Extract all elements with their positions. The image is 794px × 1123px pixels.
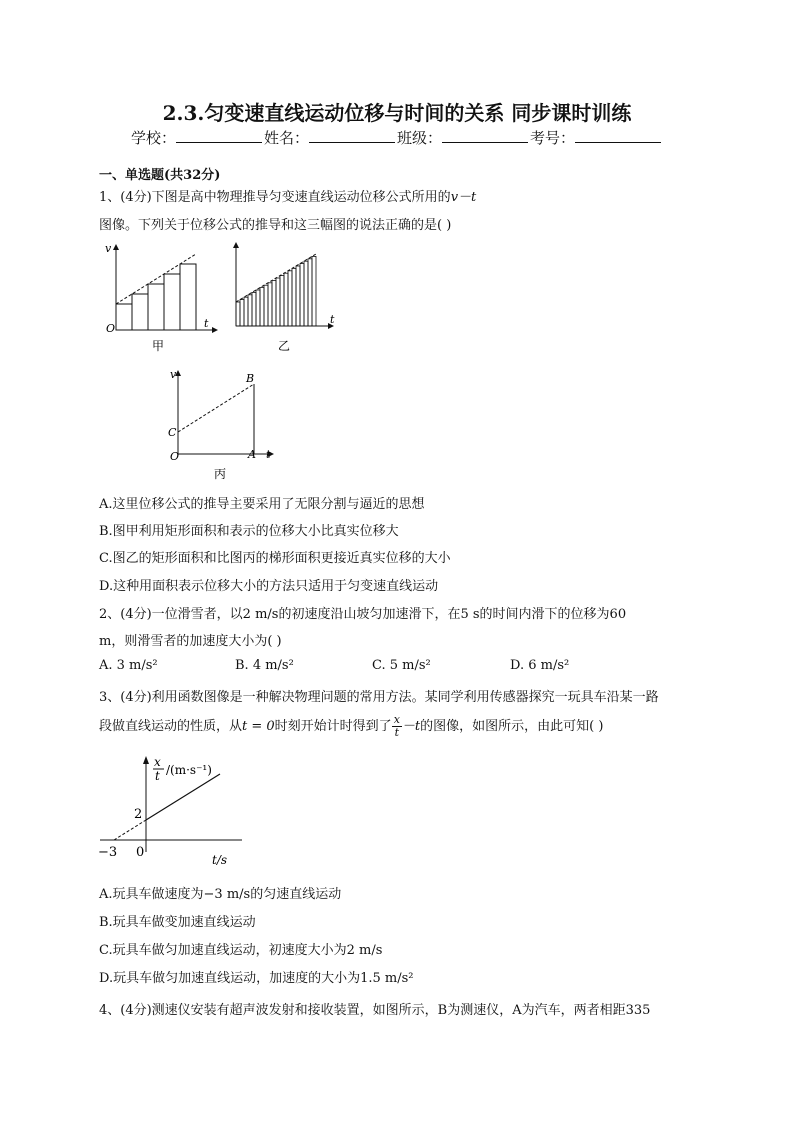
q3-ylabel-num: x <box>154 755 161 769</box>
yi-caption: 乙 <box>278 339 291 353</box>
yi-rectangle <box>240 300 244 326</box>
q1-option-b[interactable]: B.图甲利用矩形面积和表示的位移大小比真实位移大 <box>99 524 399 539</box>
q3-option-c[interactable]: C.玩具车做匀加速直线运动，初速度大小为2 m/s <box>99 943 383 958</box>
jia-v-label: v <box>105 242 112 255</box>
q3-option-b[interactable]: B.玩具车做变加速直线运动 <box>99 915 256 930</box>
q3-stem-line1: 3、(4分)利用函数图像是一种解决物理问题的常用方法。某同学利用传感器探究一玩具车沿某一路 <box>99 690 659 705</box>
bing-a-label: A <box>248 448 256 461</box>
school-blank[interactable] <box>176 128 262 143</box>
yi-rectangle <box>272 280 276 326</box>
q1-stem-line1: 1、(4分)下图是高中物理推导匀变速直线运动位移公式所用的v－t <box>99 190 477 205</box>
q1-stem-line2: 图像。下列关于位移公式的推导和这三幅图的说法正确的是( ) <box>99 218 452 233</box>
q3-y-tick-2: 2 <box>134 807 143 822</box>
yi-rectangle <box>292 268 296 326</box>
yi-rectangle <box>312 256 316 326</box>
q3-t0: t = 0 <box>242 719 275 734</box>
q3-ylabel-den: t <box>155 769 160 783</box>
yi-rectangle <box>264 285 268 326</box>
yi-rectangle <box>288 271 292 326</box>
jia-t-label: t <box>204 317 209 330</box>
q1-figure-jia <box>100 238 220 353</box>
school-label: 学校： <box>130 129 176 147</box>
q3-option-a[interactable]: A.玩具车做速度为−3 m/s的匀速直线运动 <box>99 887 342 902</box>
yi-rectangle <box>308 259 312 326</box>
q2-option-a[interactable]: A. 3 m/s² <box>99 658 158 673</box>
bing-t-label: t <box>266 448 271 461</box>
yi-rectangle <box>284 273 288 326</box>
bing-o-label: O <box>170 450 180 463</box>
yi-rectangle <box>260 288 264 326</box>
q2-stem-line2: m，则滑雪者的加速度大小为( ) <box>99 634 282 649</box>
exam-label: 考号： <box>530 129 576 147</box>
q3-stem-line2: 段做直线运动的性质，从t = 0时刻开始计时得到了 $\frac{x}{t}$ －t的图像，如图所示，由此可知( ) <box>99 713 604 739</box>
yi-rectangle <box>256 290 260 326</box>
q4-stem-line1: 4、(4分)测速仪安装有超声波发射和接收装置，如图所示，B为测速仪，A为汽车，两者相距335 <box>99 1003 651 1018</box>
bing-v-label: v <box>170 368 177 381</box>
yi-rectangle <box>296 266 300 326</box>
yi-rectangle <box>300 264 304 326</box>
page-title: 2.3.匀变速直线运动位移与时间的关系 同步课时训练 <box>162 101 632 125</box>
name-blank[interactable] <box>309 128 395 143</box>
q2-stem-line1: 2、(4分)一位滑雪者，以2 m/s的初速度沿山坡匀加速滑下，在5 s的时间内滑下的位移为60 <box>99 607 627 622</box>
class-blank[interactable] <box>442 128 528 143</box>
q1-figure-yi <box>222 238 342 353</box>
yi-rectangle <box>280 276 284 326</box>
yi-rectangle <box>276 278 280 326</box>
bing-caption: 丙 <box>214 467 227 481</box>
yi-rectangle <box>268 283 272 326</box>
class-label: 班级： <box>397 129 443 147</box>
q2-option-d[interactable]: D. 6 m/s² <box>510 658 570 673</box>
section-heading: 一、单选题(共32分) <box>99 168 221 183</box>
q1-figure-bing <box>162 366 282 484</box>
yi-rectangle <box>304 261 308 326</box>
jia-caption: 甲 <box>152 339 165 353</box>
yi-rectangles <box>236 256 316 326</box>
q3-fraction: $\frac{x}{t}$ <box>393 713 400 739</box>
student-info-line <box>0 127 794 148</box>
yi-rectangle <box>248 295 252 326</box>
exam-blank[interactable] <box>575 128 661 143</box>
q2-option-b[interactable]: B. 4 m/s² <box>235 658 294 673</box>
bing-c-label: C <box>168 426 177 439</box>
jia-o-label: O <box>106 322 116 335</box>
q1-vt-symbol: v－t <box>450 190 477 205</box>
q3-x-tick-neg3: −3 <box>98 845 118 860</box>
name-label: 姓名： <box>263 129 309 147</box>
q3-figure <box>96 752 246 868</box>
q3-xlabel: t/s <box>212 853 228 867</box>
q1-option-d[interactable]: D.这种用面积表示位移大小的方法只适用于匀变速直线运动 <box>99 579 439 594</box>
q1-option-c[interactable]: C.图乙的矩形面积和比图丙的梯形面积更接近真实位移的大小 <box>99 551 451 566</box>
q2-option-c[interactable]: C. 5 m/s² <box>372 658 431 673</box>
bing-b-label: B <box>246 372 255 385</box>
q1-option-a[interactable]: A.这里位移公式的推导主要采用了无限分割与逼近的思想 <box>99 497 425 512</box>
q3-option-d[interactable]: D.玩具车做匀加速直线运动，加速度的大小为1.5 m/s² <box>99 971 414 986</box>
yi-rectangle <box>236 302 240 326</box>
yi-rectangle <box>244 297 248 326</box>
q3-x-tick-0: 0 <box>136 845 145 860</box>
yi-rectangle <box>252 292 256 326</box>
q3-ylabel-unit: /(m·s⁻¹) <box>166 763 212 777</box>
yi-t-label: t <box>330 313 335 326</box>
